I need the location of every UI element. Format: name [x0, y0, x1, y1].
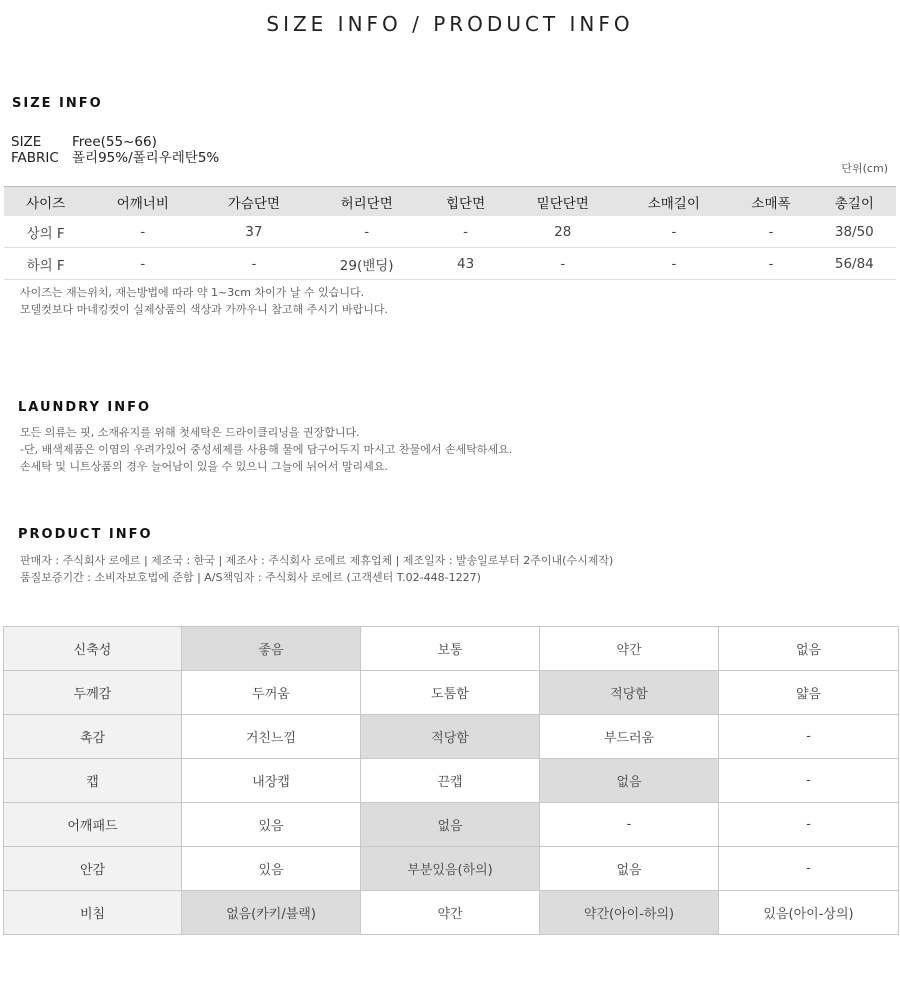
grade-option: 보통: [361, 627, 540, 671]
table-row: [4, 248, 896, 280]
laundry-notes: [20, 424, 512, 475]
size-table-header: [4, 187, 896, 217]
grade-option: 부드러움: [540, 715, 719, 759]
grade-label: 두께감: [4, 671, 182, 715]
grade-row: [4, 759, 899, 803]
size-cell: -: [618, 248, 729, 280]
grade-option: 적당함: [361, 715, 540, 759]
size-header-cell: 총길이: [813, 187, 896, 217]
size-cell: 29(밴딩): [309, 248, 424, 280]
size-header-cell: 소매폭: [729, 187, 812, 217]
laundry-info-heading: LAUNDRY INFO: [18, 400, 152, 415]
grade-option: 두꺼움: [182, 671, 361, 715]
grade-option: 없음: [540, 759, 719, 803]
size-cell: -: [198, 248, 309, 280]
grade-label: 촉감: [4, 715, 182, 759]
size-header-cell: 가슴단면: [198, 187, 309, 217]
size-cell: -: [729, 216, 812, 248]
size-notes: [20, 284, 388, 318]
laundry-line: -단, 배색제품은 이염의 우려가있어 중성세제를 사용해 물에 담구어두지 마시고 찬물에서 손세탁하세요.: [20, 443, 513, 456]
size-spec: [11, 134, 157, 150]
size-cell: 상의 F: [4, 216, 87, 248]
size-note-line: 사이즈는 재는위치, 재는방법에 따라 약 1~3cm 차이가 날 수 있습니다.: [20, 286, 365, 299]
laundry-line: 모든 의류는 핏, 소재유지를 위해 첫세탁은 드라이클리닝을 권장합니다.: [20, 426, 360, 439]
grade-option: 얇음: [719, 671, 899, 715]
table-row: [4, 216, 896, 248]
size-header-cell: 사이즈: [4, 187, 87, 217]
size-cell: -: [507, 248, 618, 280]
grade-row: [4, 715, 899, 759]
grade-option: 좋음: [182, 627, 361, 671]
grade-option: 있음(아이-상의): [719, 891, 899, 935]
grade-option: 없음: [361, 803, 540, 847]
grade-option: 거친느낌: [182, 715, 361, 759]
grade-row: [4, 847, 899, 891]
grade-row: [4, 891, 899, 935]
size-cell: -: [729, 248, 812, 280]
grade-option: 도톰함: [361, 671, 540, 715]
grade-option: -: [719, 847, 899, 891]
grade-option: -: [719, 715, 899, 759]
page-title: SIZE INFO / PRODUCT INFO: [266, 12, 634, 36]
size-cell: 28: [507, 216, 618, 248]
size-note-line: 모델컷보다 마네킹컷이 실제상품의 색상과 가까우니 참고해 주시기 바랍니다.: [20, 303, 389, 316]
grade-row: [4, 671, 899, 715]
grade-row: [4, 627, 899, 671]
grade-option: -: [719, 759, 899, 803]
grade-label: 비침: [4, 891, 182, 935]
grade-label: 캡: [4, 759, 182, 803]
product-notes: [20, 552, 613, 586]
size-table: [4, 186, 896, 280]
size-value: Free(55~66): [72, 134, 157, 150]
fabric-spec: [11, 150, 219, 166]
grade-option: 내장캡: [182, 759, 361, 803]
size-header-cell: 허리단면: [309, 187, 424, 217]
unit-label: 단위(cm): [841, 162, 888, 175]
size-cell: -: [87, 216, 198, 248]
size-cell: -: [424, 216, 507, 248]
size-info-heading: SIZE INFO: [12, 96, 103, 111]
fabric-value: 폴리95%/폴리우레탄5%: [72, 150, 220, 166]
grade-option: 끈캡: [361, 759, 540, 803]
fabric-label: FABRIC: [11, 150, 59, 166]
size-header-cell: 밑단단면: [507, 187, 618, 217]
size-cell: -: [87, 248, 198, 280]
grade-option: 없음(카키/블랙): [182, 891, 361, 935]
grade-label: 어깨패드: [4, 803, 182, 847]
size-label: SIZE: [11, 134, 42, 150]
grade-row: [4, 803, 899, 847]
grade-option: 있음: [182, 847, 361, 891]
size-cell: 56/84: [813, 248, 896, 280]
product-info-heading: PRODUCT INFO: [18, 527, 153, 542]
grade-option: -: [540, 803, 719, 847]
grade-label: 신축성: [4, 627, 182, 671]
size-cell: 하의 F: [4, 248, 87, 280]
grade-option: 없음: [540, 847, 719, 891]
size-cell: 43: [424, 248, 507, 280]
grade-option: 약간: [540, 627, 719, 671]
size-header-cell: 소매길이: [618, 187, 729, 217]
laundry-line: 손세탁 및 니트상품의 경우 늘어남이 있을 수 있으니 그늘에 뉘어서 말리세요.: [20, 460, 388, 473]
size-header-cell: 어깨너비: [87, 187, 198, 217]
grade-option: 없음: [719, 627, 899, 671]
grade-option: 약간(아이-하의): [540, 891, 719, 935]
grade-option: 적당함: [540, 671, 719, 715]
size-header-cell: 힙단면: [424, 187, 507, 217]
grade-option: 부분있음(하의): [361, 847, 540, 891]
grade-label: 안감: [4, 847, 182, 891]
grade-option: 약간: [361, 891, 540, 935]
fabric-grade-table: [3, 626, 899, 935]
size-cell: -: [618, 216, 729, 248]
grade-option: -: [719, 803, 899, 847]
size-cell: 37: [198, 216, 309, 248]
product-line: 품질보증기간 : 소비자보호법에 준함 | A/S책임자 : 주식회사 로에르 (고객센터 T.02-448-1227): [20, 571, 481, 584]
size-cell: 38/50: [813, 216, 896, 248]
product-line: 판매자 : 주식회사 로에르 | 제조국 : 한국 | 제조사 : 주식회사 로에르 제휴업체 | 제조일자 : 발송일로부터 2주이내(수시제작): [20, 554, 614, 567]
size-cell: -: [309, 216, 424, 248]
grade-option: 있음: [182, 803, 361, 847]
